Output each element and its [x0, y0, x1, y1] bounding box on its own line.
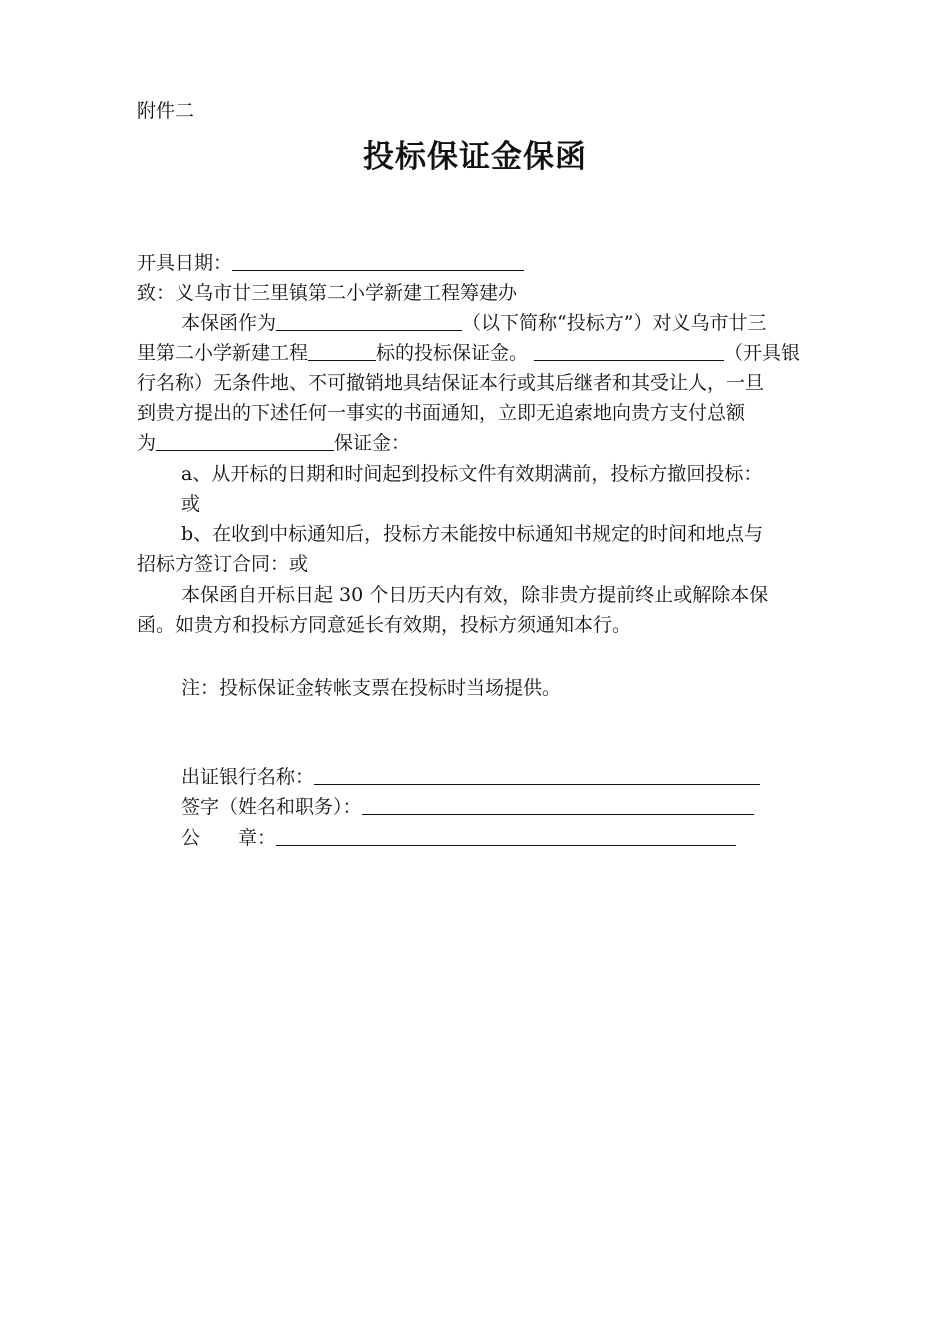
signature-blank — [362, 795, 754, 815]
body-text: 本保函作为 — [181, 312, 277, 334]
body-text: 里第二小学新建工程 — [137, 342, 309, 364]
document-title: 投标保证金保函 — [363, 139, 587, 175]
signature-row — [181, 795, 754, 819]
body-text: 保证金： — [334, 432, 411, 454]
lot-blank — [308, 341, 376, 361]
body-p1-line4: 到贵方提出的下述任何一事实的书面通知，立即无追索地向贵方支付总额 — [137, 402, 746, 424]
item-a-line2: 或 — [181, 493, 201, 515]
item-b-line1: b、在收到中标通知后，投标方未能按中标通知书规定的时间和地点与 — [181, 523, 764, 545]
bank-name-label: 出证银行名称： — [181, 766, 315, 788]
body-p2-line1: 本保函自开标日起 30 个日历天内有效，除非贵方提前终止或解除本保 — [181, 584, 769, 606]
seal-blank — [276, 826, 736, 846]
note-line: 注：投标保证金转帐支票在投标时当场提供。 — [181, 677, 562, 699]
body-p1-line5 — [137, 431, 410, 455]
recipient-line: 致：义乌市廿三里镇第二小学新建工程筹建办 — [137, 282, 518, 304]
bank-name-row — [181, 765, 760, 789]
body-text: 为 — [137, 432, 157, 454]
body-text: （开具银 — [724, 342, 801, 364]
seal-label: 公 章： — [181, 827, 277, 849]
bank-name-sign-blank — [314, 765, 760, 785]
amount-blank — [156, 431, 334, 451]
body-p2-line2: 函。如贵方和投标方同意延长有效期，投标方须通知本行。 — [137, 614, 632, 636]
signature-label: 签字（姓名和职务）： — [181, 796, 362, 818]
bank-name-blank — [534, 341, 724, 361]
body-p1-line1 — [181, 311, 766, 335]
bidder-blank — [276, 311, 462, 331]
body-text: 标的投标保证金。 — [376, 342, 529, 364]
seal-row — [181, 826, 736, 850]
body-text: （以下简称“投标方”）对义乌市廿三 — [462, 312, 767, 334]
attachment-label: 附件二 — [137, 100, 195, 122]
item-b-line2: 招标方签订合同：或 — [137, 553, 309, 575]
body-p1-line3: 行名称）无条件地、不可撤销地具结保证本行或其后继者和其受让人，一旦 — [137, 372, 765, 394]
issue-date-row — [137, 251, 524, 275]
body-p1-line2 — [137, 341, 800, 365]
issue-date-blank — [232, 251, 524, 271]
issue-date-label: 开具日期： — [137, 252, 233, 274]
item-a-line1: a、从开标的日期和时间起到投标文件有效期满前，投标方撤回投标： — [181, 463, 763, 485]
